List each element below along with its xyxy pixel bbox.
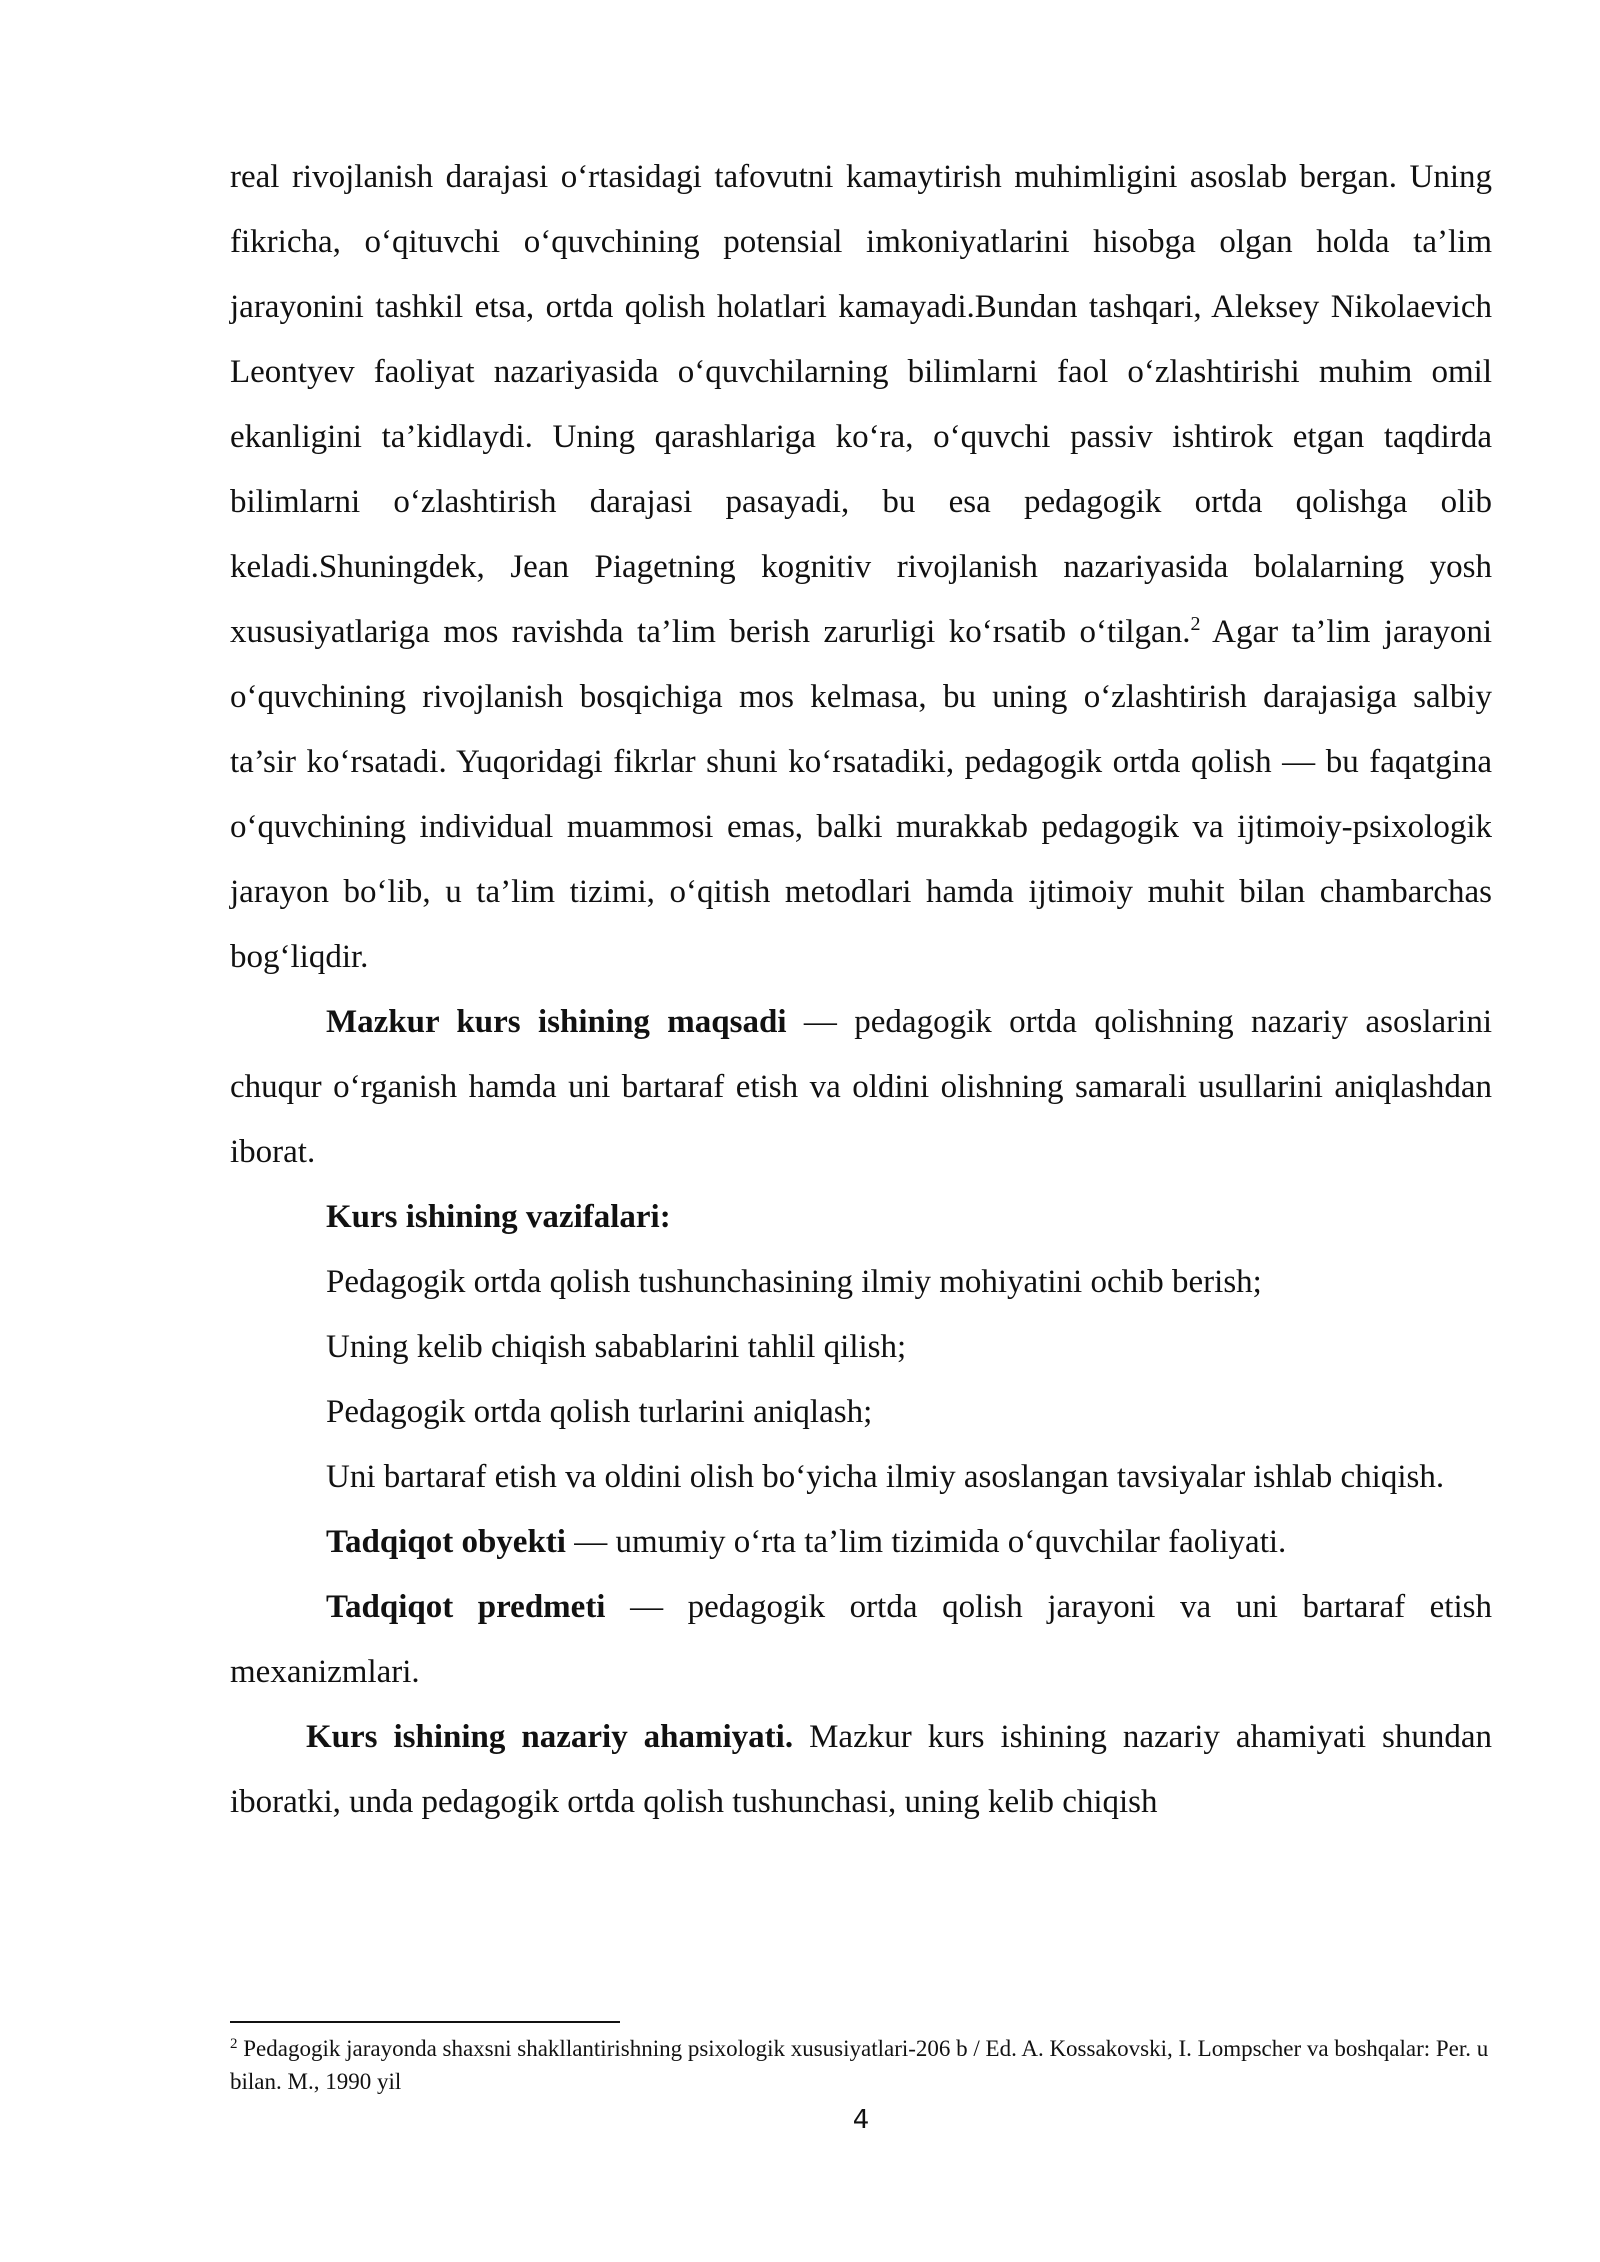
theoretical-significance-text: Mazkur kurs ishining nazariy ahamiyati shundan iboratki, unda pedagogik ortda qolish tushunchasi, uning kelib chiqish — [230, 1719, 1493, 1820]
task-item: Pedagogik ortda qolish turlarini aniqlash; — [326, 1394, 873, 1430]
theoretical-significance — [230, 1705, 1492, 1835]
theoretical-significance-heading: Kurs ishining nazariy ahamiyati. — [306, 1719, 794, 1755]
research-object — [230, 1510, 1492, 1575]
research-object-heading: Tadqiqot obyekti — [326, 1524, 566, 1560]
footnote — [230, 2032, 1492, 2098]
page-number: 4 — [852, 2105, 870, 2135]
footnote-text: Pedagogik jarayonda shaxsni shakllantirishning psixologik xususiyatlari-206 b / Ed. A. Kossakovski, I. Lompscher va boshqalar: Per. u bilan. M., 1990 yil — [230, 2036, 1489, 2094]
task-item: Uni bartaraf etish va oldini olish bo‘yicha ilmiy asoslangan tavsiyalar ishlab chiqish. — [326, 1459, 1445, 1495]
tasks-title — [230, 1185, 1492, 1250]
paragraph-intro — [230, 145, 1492, 990]
paragraph-intro-tail: Agar ta’lim jarayoni o‘quvchining rivojlanish bosqichiga mos kelmasa, bu uning o‘zlashtirish darajasiga salbiy ta’sir ko‘rsatadi. Yuqoridagi fikrlar shuni ko‘rsatadiki, pedagogik ortda qolish — bu faqatgina o‘quvchining individual muammosi emas, balki murakkab pedagogik va ijtimoiy-psixologik jarayon bo‘lib, u ta’lim tizimi, o‘qitish metodlari hamda ijtimoiy muhit bilan chambarchas bog‘liqdir. — [230, 614, 1492, 975]
research-object-text: — umumiy o‘rta ta’lim tizimida o‘quvchilar faoliyati. — [565, 1524, 1287, 1560]
research-subject — [230, 1575, 1492, 1705]
footnote-reference[interactable]: 2 — [1190, 613, 1201, 635]
paragraph-intro-text: real rivojlanish darajasi o‘rtasidagi tafovutni kamaytirish muhimligini asoslab bergan. Uning fikricha, o‘qituvchi o‘quvchining potensial imkoniyatlarini hisobga olgan holda ta’lim jarayonini tashkil etsa, ortda qolish holatlari kamayadi.Bundan tashqari, Aleksey Nikolaevich Leontyev faoliyat nazariyasida o‘quvchilarning bilimlarni faol o‘zlashtirishi muhim omil ekanligini ta’kidlaydi. Uning qarashlariga ko‘ra, o‘quvchi passiv ishtirok etgan taqdirda bilimlarni o‘zlashtirish darajasi pasayadi, bu esa pedagogik ortda qolishga olib keladi.Shuningdek, Jean Piagetning kognitiv rivojlanish nazariyasida bolalarning yosh xususiyatlariga mos ravishda ta’lim berish zarurligi ko‘rsatib o‘tilgan. — [230, 159, 1492, 650]
task-item: Pedagogik ortda qolish tushunchasining ilmiy mohiyatini ochib berish; — [326, 1264, 1262, 1300]
goal-heading: Mazkur kurs ishining maqsadi — [326, 1004, 787, 1040]
research-subject-text: — pedagogik ortda qolish jarayoni va uni bartaraf etish mexanizmlari. — [230, 1589, 1492, 1690]
document-body — [230, 145, 1492, 1835]
task-item: Uning kelib chiqish sabablarini tahlil qilish; — [326, 1329, 907, 1365]
goal-text: — pedagogik ortda qolishning nazariy asoslarini chuqur o‘rganish hamda uni bartaraf etish va oldini olishning samarali usullarini aniqlashdan iborat. — [230, 1004, 1493, 1170]
footnote-mark: 2 — [230, 2036, 238, 2052]
paragraph-goal — [230, 990, 1492, 1185]
footnote-divider — [230, 2021, 620, 2023]
tasks-title-text: Kurs ishining vazifalari: — [326, 1199, 671, 1235]
research-subject-heading: Tadqiqot predmeti — [326, 1589, 606, 1625]
